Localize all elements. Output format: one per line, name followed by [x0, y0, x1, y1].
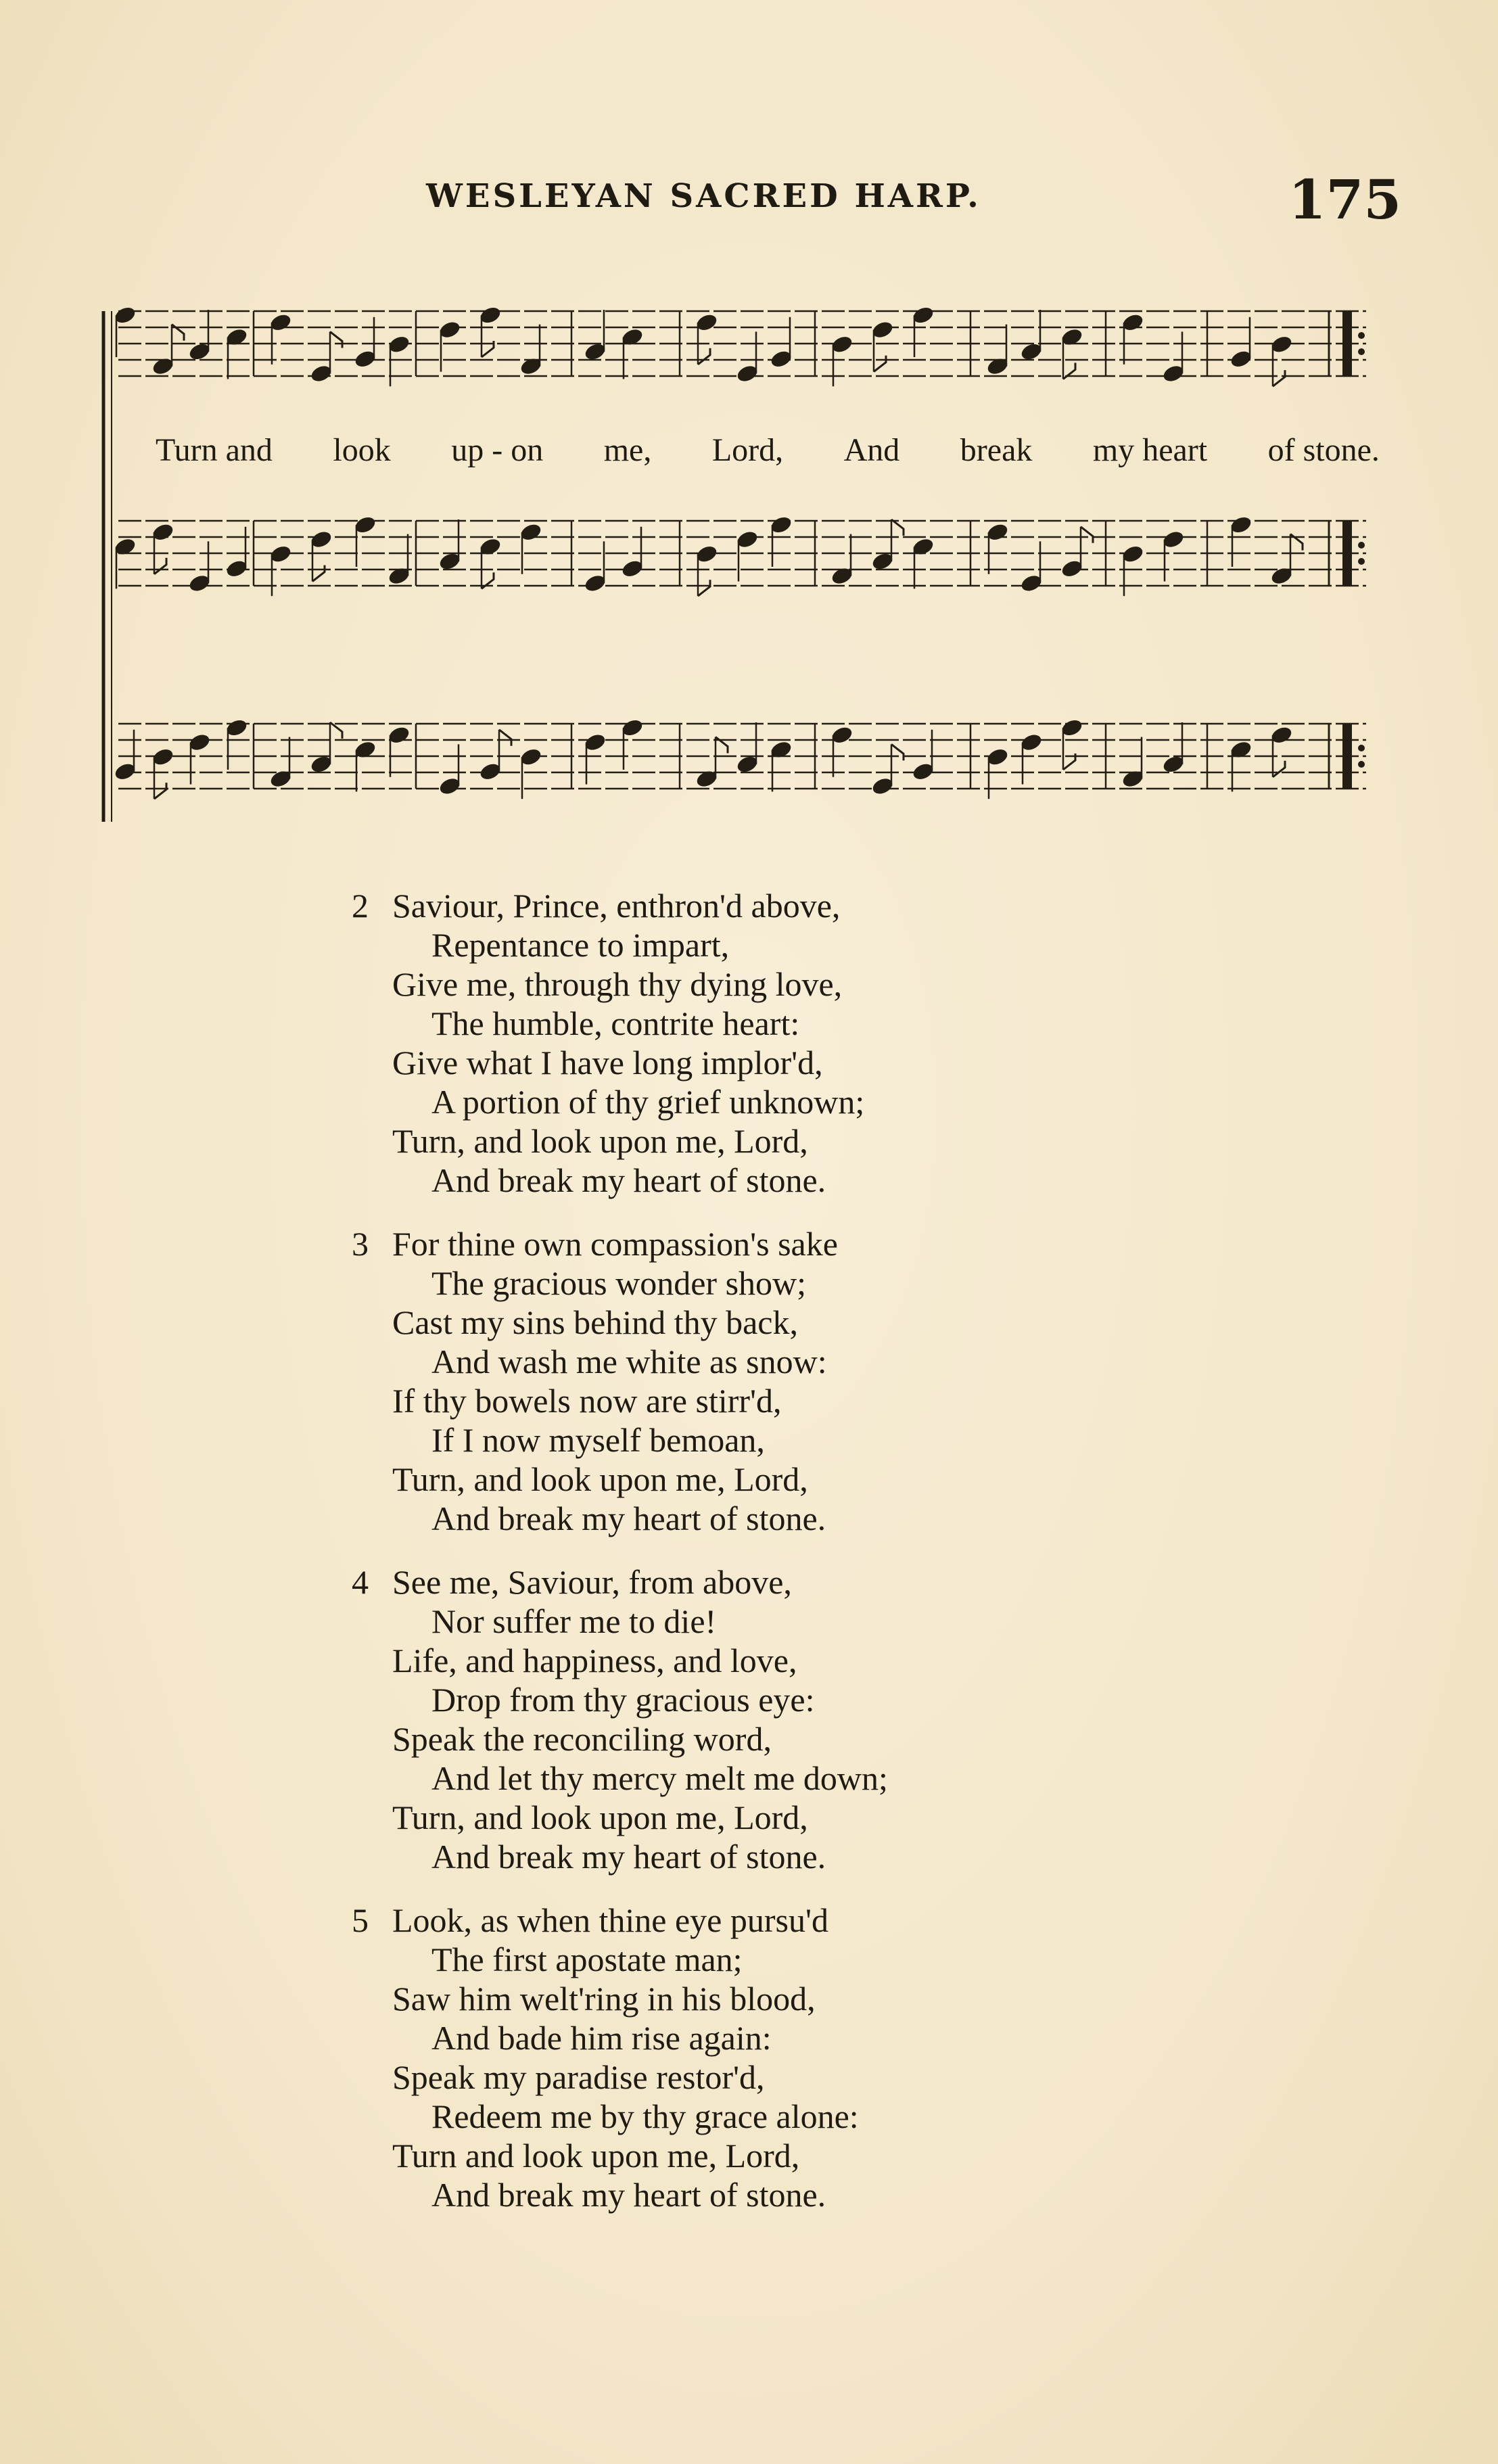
note-flag — [891, 744, 904, 760]
lyric-word: my heart — [1092, 432, 1208, 468]
music-lyric-line — [156, 432, 1380, 469]
verse-line: And break my heart of stone. — [431, 1500, 826, 1537]
verse-line: Look, as when thine eye pursu'd — [392, 1901, 828, 1939]
verse-line: Saw him welt'ring in his blood, — [392, 1980, 816, 2018]
verse-line: And let thy mercy melt me down; — [431, 1759, 888, 1797]
repeat-dot — [1358, 332, 1365, 339]
verse-line: Redeem me by thy grace alone: — [431, 2097, 859, 2135]
lyric-word: up - on — [451, 432, 544, 468]
verse-number: 4 — [352, 1563, 369, 1601]
note-flag — [312, 565, 325, 582]
verse-line: Give me, through thy dying love, — [392, 965, 843, 1003]
lyric-word: Turn and — [156, 432, 273, 468]
verse-line: Turn, and look upon me, Lord, — [392, 1122, 808, 1160]
verse — [352, 1562, 1366, 1876]
repeat-dot — [1358, 761, 1365, 768]
verse-line: And break my heart of stone. — [431, 2176, 826, 2214]
verse — [352, 1901, 1366, 2214]
lyric-word: look — [333, 432, 391, 468]
verse-line: And break my heart of stone. — [431, 1838, 826, 1876]
note-flag — [698, 580, 710, 596]
verse-line: Speak the reconciling word, — [392, 1720, 772, 1758]
final-bar-thick — [1342, 724, 1352, 789]
verse-line: The humble, contrite heart: — [431, 1004, 800, 1042]
verse-line: For thine own compassion's sake — [392, 1225, 838, 1263]
repeat-dot — [1358, 558, 1365, 565]
verse-line: The first apostate man; — [431, 1940, 743, 1978]
verse-line: Saviour, Prince, enthron'd above, — [392, 887, 841, 925]
note-flag — [698, 348, 710, 365]
verse-line: Turn, and look upon me, Lord, — [392, 1460, 808, 1498]
verse-line: Life, and happiness, and love, — [392, 1642, 797, 1679]
hymn-verses — [352, 886, 1366, 2239]
running-header: WESLEYAN SACRED HARP. — [426, 177, 981, 215]
verse-line: And wash me white as snow: — [431, 1343, 827, 1380]
verse-line: If thy bowels now are stirr'd, — [392, 1382, 782, 1420]
verse-number: 2 — [352, 887, 369, 925]
verse-line: Nor suffer me to die! — [431, 1602, 717, 1640]
repeat-dot — [1358, 542, 1365, 549]
repeat-dot — [1358, 745, 1365, 751]
verse-line: See me, Saviour, from above, — [392, 1563, 792, 1601]
lyric-word: break — [960, 432, 1033, 468]
note-flag — [154, 783, 166, 799]
verse-line: If I now myself bemoan, — [431, 1421, 765, 1459]
verse-line: And bade him rise again: — [431, 2019, 772, 2057]
verse-line: Repentance to impart, — [431, 926, 730, 964]
verse-line: And break my heart of stone. — [431, 1161, 826, 1199]
final-bar-thick — [1342, 521, 1352, 586]
staff-notation — [98, 298, 1376, 832]
page-number: 175 — [1288, 168, 1401, 231]
lyric-word: And — [843, 432, 900, 468]
verse-number: 5 — [352, 1901, 369, 1939]
note-flag — [1273, 761, 1285, 777]
verse-line: Cast my sins behind thy back, — [392, 1303, 798, 1341]
note-flag — [1081, 527, 1093, 543]
verse-line: The gracious wonder show; — [431, 1264, 807, 1302]
verse-line: A portion of thy grief unknown; — [431, 1083, 865, 1121]
verse-number: 3 — [352, 1225, 369, 1263]
note-flag — [499, 730, 511, 746]
music-score — [98, 298, 1380, 832]
repeat-dot — [1358, 348, 1365, 355]
verse — [352, 886, 1366, 1200]
note-flag — [330, 331, 342, 348]
verse-line: Turn and look upon me, Lord, — [392, 2137, 800, 2175]
lyric-word: of stone. — [1267, 432, 1380, 468]
verse-line: Give what I have long implor'd, — [392, 1044, 823, 1082]
note-flag — [154, 558, 166, 574]
note-flag — [874, 356, 886, 372]
note-flag — [330, 722, 342, 739]
verse-line: Turn, and look upon me, Lord, — [392, 1798, 808, 1836]
note-flag — [891, 519, 904, 536]
final-bar-thick — [1342, 311, 1352, 376]
verse — [352, 1224, 1366, 1538]
verse-line: Drop from thy gracious eye: — [431, 1681, 815, 1719]
note-flag — [1273, 370, 1285, 386]
lyric-word: Lord, — [711, 432, 784, 468]
lyric-word: me, — [603, 432, 652, 468]
verse-line: Speak my paradise restor'd, — [392, 2058, 765, 2096]
